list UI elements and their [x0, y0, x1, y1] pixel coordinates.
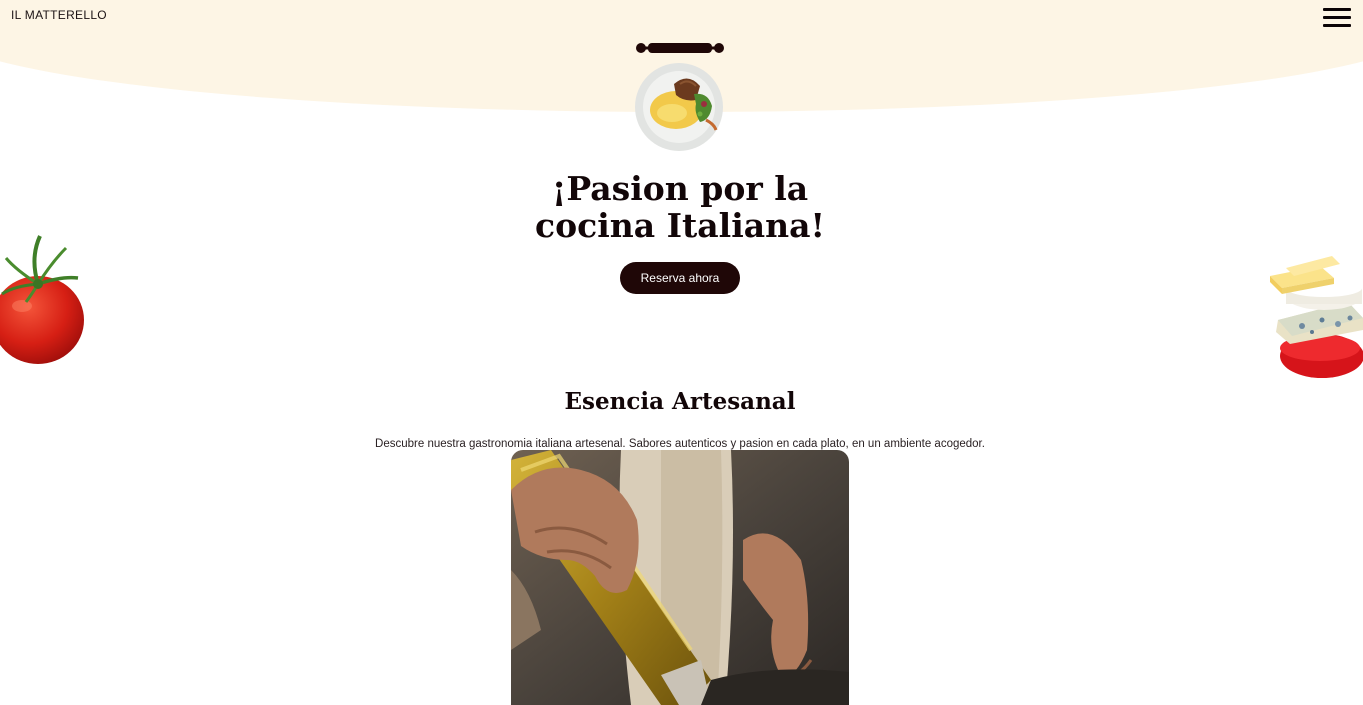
hero-title	[480, 170, 880, 244]
omelette-plate-image	[634, 62, 724, 152]
rolling-pin-icon	[635, 42, 725, 54]
brand-logo[interactable]: IL MATTERELLO	[11, 8, 107, 22]
hero-title-line-1: ¡Pasion por la	[551, 169, 809, 208]
section-description: Descubre nuestra gastronomia italiana artesenal. Sabores autenticos y pasion en cada plato, en un ambiente acogedor.	[375, 437, 985, 450]
cheese-stack-image	[1262, 252, 1363, 384]
section-title: Esencia Artesanal	[564, 388, 796, 415]
hamburger-menu-icon[interactable]	[1323, 8, 1351, 28]
chef-pouring-olive-oil-image	[511, 450, 849, 705]
reserve-now-button[interactable]: Reserva ahora	[620, 262, 740, 294]
tomato-image	[0, 228, 92, 368]
hero-title-line-2: cocina Italiana!	[535, 206, 825, 245]
